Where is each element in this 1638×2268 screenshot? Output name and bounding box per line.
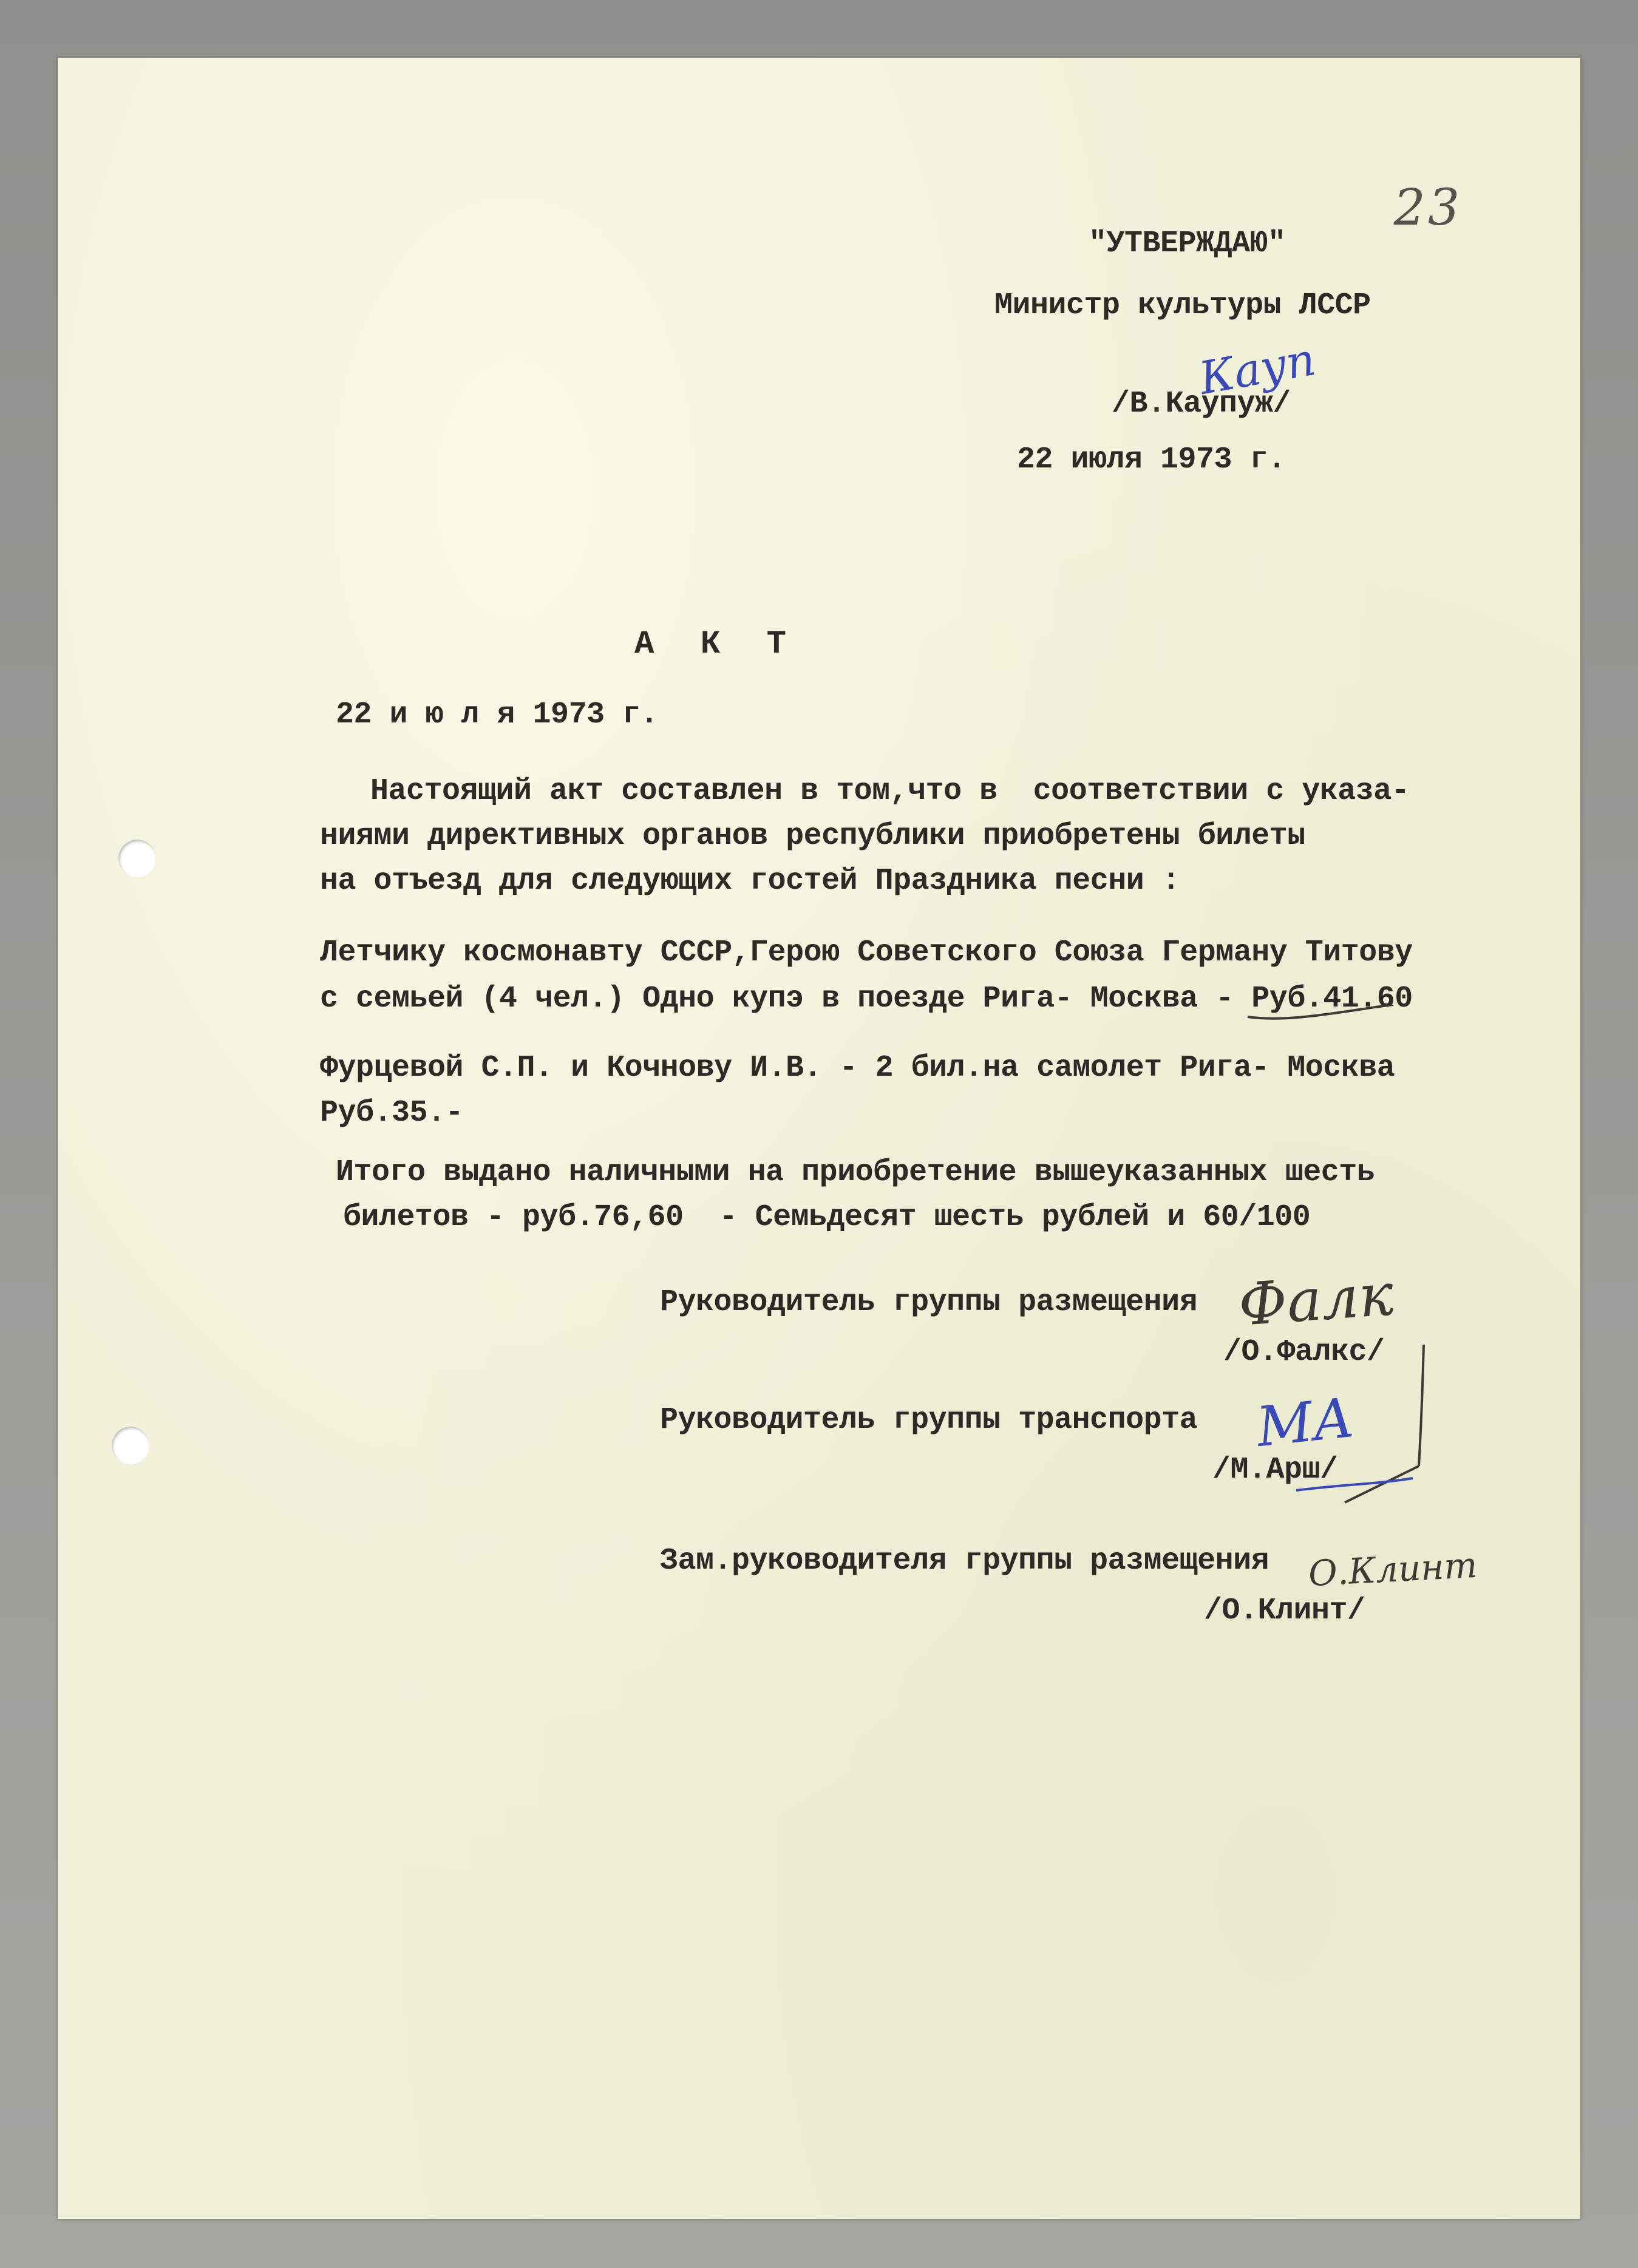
document-page xyxy=(58,58,1580,2219)
signatory-signature: Фалк xyxy=(1236,1260,1396,1339)
item-titov-line: Летчику космонавту СССР,Герою Советского Союза Герману Титову xyxy=(320,935,1413,970)
intro-line: на отъезд для следующих гостей Праздника песни : xyxy=(320,864,1180,898)
total-line: билетов - руб.76,60 - Семьдесят шесть рублей и 60/100 xyxy=(343,1200,1311,1235)
signatory-name: /М.Арш/ xyxy=(1212,1453,1338,1487)
approval-date: 22 июля 1973 г. xyxy=(1017,443,1286,477)
item-furtseva-line: Руб.35.- xyxy=(320,1096,464,1130)
punch-hole-bottom xyxy=(112,1427,149,1464)
document-date: 22 и ю л я 1973 г. xyxy=(336,698,659,732)
total-line: Итого выдано наличными на приобретение вышеуказанных шесть xyxy=(336,1155,1375,1190)
approval-signature: Кауп xyxy=(1195,333,1319,406)
signatory-name: /О.Фалкс/ xyxy=(1223,1335,1385,1370)
punch-hole-top xyxy=(118,840,156,877)
document-title: А К Т xyxy=(634,626,800,663)
pen-strokes xyxy=(1242,1005,1521,1551)
approval-position: Министр культуры ЛССР xyxy=(994,288,1371,323)
intro-line: ниями директивных органов республики приобретены билеты xyxy=(320,819,1305,854)
signatory-signature: МА xyxy=(1253,1385,1358,1460)
item-titov-line: с семьей (4 чел.) Одно купэ в поезде Рига- Москва - Руб.41.60 xyxy=(320,982,1413,1016)
approval-stamp: "УТВЕРЖДАЮ" xyxy=(1089,226,1286,261)
approval-name: /В.Каупуж/ xyxy=(1112,387,1291,421)
signatory-role: Руководитель группы размещения xyxy=(660,1285,1198,1320)
signatory-role: Руководитель группы транспорта xyxy=(660,1403,1198,1438)
signatory-name: /О.Клинт/ xyxy=(1204,1594,1365,1628)
intro-line: Настоящий акт составлен в том,что в соответствии с указа- xyxy=(370,774,1410,809)
page-number: 23 xyxy=(1393,179,1462,237)
item-furtseva-line: Фурцевой С.П. и Кочнову И.В. - 2 бил.на самолет Рига- Москва xyxy=(320,1051,1395,1085)
signatory-role: Зам.руководителя группы размещения xyxy=(660,1544,1269,1578)
signatory-signature: О.Клинт xyxy=(1307,1544,1478,1595)
